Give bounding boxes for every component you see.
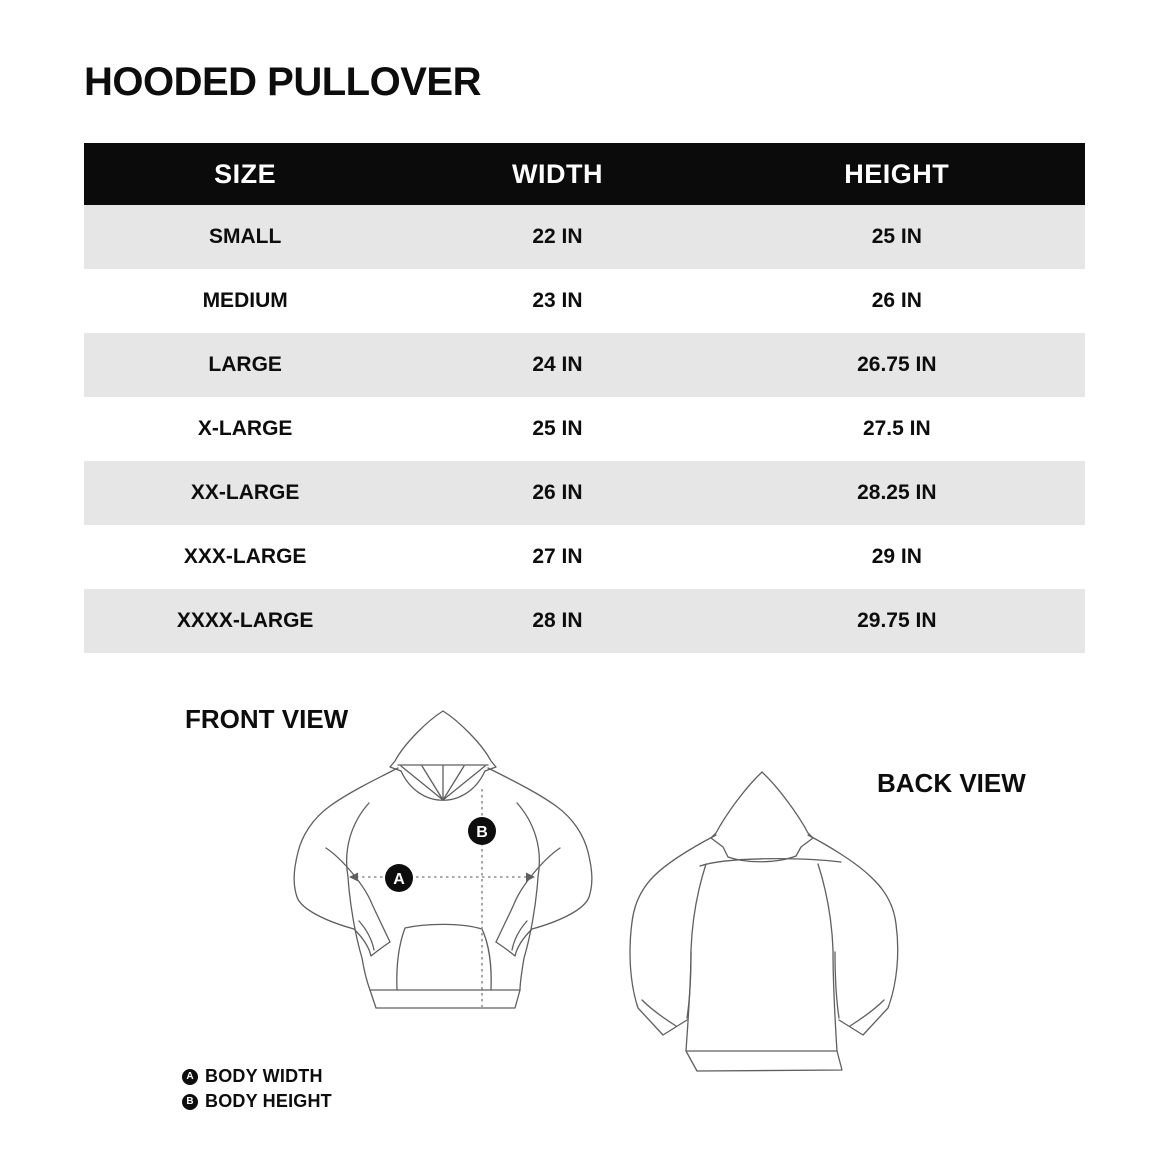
back-right-armhole — [818, 864, 833, 950]
back-view-label: BACK VIEW — [877, 768, 1026, 798]
cell-height: 25 IN — [871, 225, 922, 248]
cell-width: 26 IN — [532, 481, 583, 504]
cell-height: 26.75 IN — [857, 353, 937, 376]
back-right-sleeve-outer — [808, 835, 898, 1035]
cell-width: 28 IN — [532, 609, 583, 632]
right-sleeve-outer — [532, 806, 592, 929]
cell-height: 29 IN — [871, 545, 922, 568]
cell-width: 24 IN — [532, 353, 583, 376]
legend-label-body-width: BODY WIDTH — [205, 1066, 323, 1086]
table-header-row — [84, 143, 1085, 205]
back-right-sleeve-inner — [835, 952, 839, 1018]
marker-b-letter: B — [476, 824, 488, 841]
hood-gathers — [401, 766, 485, 800]
hood-right-edge — [443, 711, 496, 771]
back-hem-band — [686, 1051, 842, 1071]
cell-height: 29.75 IN — [857, 609, 937, 632]
table-row — [84, 269, 1085, 333]
cell-size: XX-LARGE — [190, 481, 300, 504]
legend-row-body-width — [182, 1066, 332, 1087]
cell-size: XXXX-LARGE — [176, 609, 314, 632]
cell-size: LARGE — [208, 353, 282, 376]
legend-marker-a: A — [182, 1069, 198, 1085]
table-row — [84, 205, 1085, 269]
front-hoodie-diagram — [280, 700, 600, 1040]
right-body-side — [517, 803, 539, 990]
cell-height: 26 IN — [871, 289, 922, 312]
legend-marker-b: B — [182, 1094, 198, 1110]
table-row — [84, 333, 1085, 397]
kangaroo-pocket — [397, 924, 491, 990]
cell-size: SMALL — [208, 225, 282, 248]
hood-left-edge — [390, 711, 443, 771]
left-sleeve-outer — [294, 806, 354, 929]
right-shoulder — [488, 768, 556, 806]
cell-height: 27.5 IN — [862, 417, 931, 440]
back-shoulder-seam — [700, 859, 841, 866]
right-sleeve-inner — [496, 848, 560, 942]
table-row — [84, 589, 1085, 653]
table-row — [84, 461, 1085, 525]
left-shoulder — [330, 768, 398, 806]
cell-width: 27 IN — [532, 545, 583, 568]
size-table — [84, 143, 1085, 653]
table-row — [84, 397, 1085, 461]
back-hood-left — [711, 772, 762, 857]
back-hood-right — [762, 772, 813, 856]
cell-width: 23 IN — [532, 289, 583, 312]
legend-row-body-height — [182, 1091, 332, 1112]
cell-size: X-LARGE — [197, 417, 293, 440]
back-left-cuff-band — [642, 1000, 676, 1026]
front-view-label: FRONT VIEW — [185, 704, 349, 734]
header-width: WIDTH — [511, 158, 603, 189]
cell-size: XXX-LARGE — [183, 545, 307, 568]
header-height: HEIGHT — [844, 158, 950, 189]
measurement-legend — [182, 1066, 332, 1112]
back-right-cuff-band — [850, 1000, 884, 1026]
left-body-side — [347, 803, 370, 990]
header-size: SIZE — [214, 158, 277, 189]
left-sleeve-inner — [326, 848, 390, 942]
back-left-armhole — [691, 864, 706, 950]
cell-size: MEDIUM — [202, 289, 288, 312]
page-title: HOODED PULLOVER — [84, 60, 481, 104]
back-hoodie-diagram — [620, 755, 930, 1085]
cell-height: 28.25 IN — [857, 481, 937, 504]
cell-width: 22 IN — [532, 225, 583, 248]
legend-label-body-height: BODY HEIGHT — [205, 1091, 332, 1111]
marker-a-letter: A — [393, 871, 405, 888]
table-row — [84, 525, 1085, 589]
cell-width: 25 IN — [532, 417, 583, 440]
front-hem-band — [370, 990, 520, 1008]
